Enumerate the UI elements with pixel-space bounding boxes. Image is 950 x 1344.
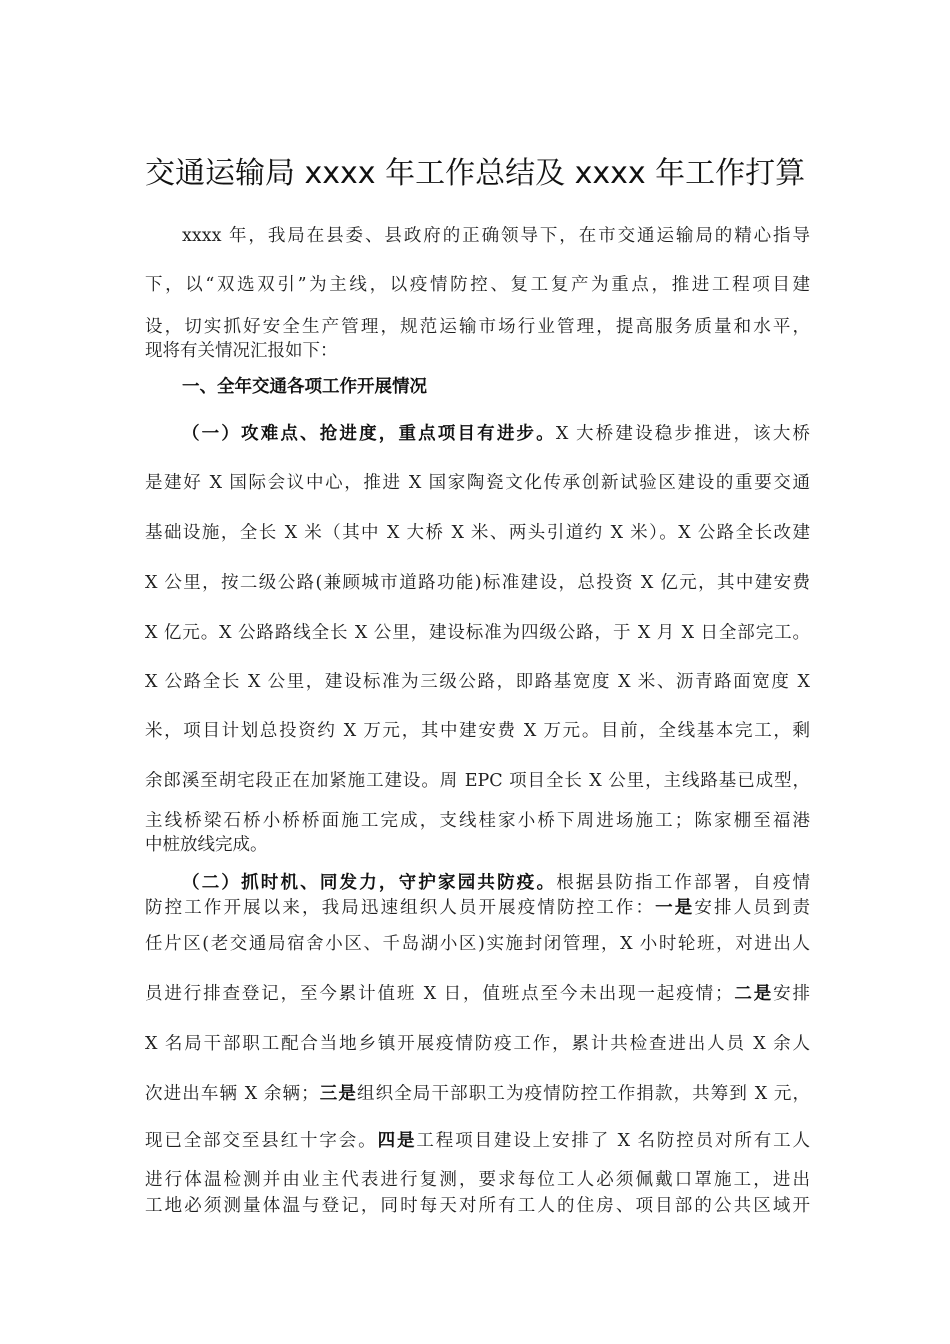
item2-text: 组织全局干部职工为疫情防控工作捐款，共筹到 X 元， bbox=[357, 1084, 810, 1104]
intro-line-3: 设，切实抓好安全生产管理，规范运输市场行业管理，提高服务质量和水平， bbox=[145, 317, 810, 337]
item2-line-7 bbox=[145, 1128, 810, 1154]
item1-line: 是建好 X 国际会议中心，推进 X 国家陶瓷文化传承创新试验区建设的重要交通 bbox=[145, 473, 810, 493]
intro-line-1: xxxx 年，我局在县委、县政府的正确领导下，在市交通运输局的精心指导 bbox=[182, 226, 810, 246]
item2-point-3: 三是 bbox=[318, 1084, 358, 1104]
item2-text: 安排 bbox=[773, 984, 811, 1004]
document-title: 交通运输局 xxxx 年工作总结及 xxxx 年工作打算 bbox=[145, 156, 806, 191]
item2-line-6 bbox=[145, 1081, 810, 1107]
item2-point-1: 一是 bbox=[655, 898, 695, 918]
item1-first-text: X 大桥建设稳步推进，该大桥 bbox=[555, 424, 810, 444]
item1-heading: （一）攻难点、抢进度，重点项目有进步。 bbox=[182, 424, 556, 444]
item1-line: X 亿元。X 公路路线全长 X 公里，建设标准为四级公路，于 X 月 X 日全部完工。 bbox=[145, 623, 810, 643]
item2-point-4: 四是 bbox=[377, 1131, 417, 1151]
item2-text: 次进出车辆 X 余辆； bbox=[145, 1084, 319, 1104]
item2-line-3: 任片区(老交通局宿舍小区、千岛湖小区)实施封闭管理，X 小时轮班，对进出人 bbox=[145, 934, 810, 954]
item2-text: 安排人员到责 bbox=[694, 898, 811, 918]
item1-line: 中桩放线完成。 bbox=[145, 835, 268, 855]
item1-line: 米，项目计划总投资约 X 万元，其中建安费 X 万元。目前，全线基本完工，剩 bbox=[145, 721, 810, 741]
intro-line-4: 现将有关情况汇报如下： bbox=[145, 341, 338, 361]
item2-line-5: X 名局干部职工配合当地乡镇开展疫情防疫工作，累计共检查进出人员 X 余人 bbox=[145, 1034, 810, 1054]
item2-heading: （二）抓时机、同发力，守护家园共防疫。 bbox=[182, 873, 557, 893]
intro-line-2: 下，以“双选双引”为主线，以疫情防控、复工复产为重点，推进工程项目建 bbox=[145, 275, 810, 295]
item2-text: 员进行排查登记，至今累计值班 X 日，值班点至今未出现一起疫情； bbox=[145, 984, 733, 1004]
item2-text: 现已全部交至县红十字会。 bbox=[145, 1131, 378, 1151]
item1-line: 主线桥梁石桥小桥桥面施工完成，支线桂家小桥下周进场施工；陈家棚至福港 bbox=[145, 811, 810, 831]
item2-first-line bbox=[182, 870, 810, 896]
item1-first-line bbox=[182, 421, 810, 447]
item1-line: X 公路全长 X 公里，建设标准为三级公路，即路基宽度 X 米、沥青路面宽度 X bbox=[145, 672, 810, 692]
item2-line-8: 进行体温检测并由业主代表进行复测，要求每位工人必须佩戴口罩施工，进出 bbox=[145, 1170, 810, 1190]
item2-line-2 bbox=[145, 895, 810, 921]
item2-text: 工程项目建设上安排了 X 名防控员对所有工人 bbox=[416, 1131, 811, 1151]
item1-line: 余郎溪至胡宅段正在加紧施工建设。周 EPC 项目全长 X 公里，主线路基已成型， bbox=[145, 771, 810, 791]
item2-first-text: 根据县防指工作部署，自疫情 bbox=[556, 873, 811, 893]
item2-line-9: 工地必须测量体温与登记，同时每天对所有工人的住房、项目部的公共区域开 bbox=[145, 1196, 810, 1216]
item1-line: 基础设施，全长 X 米（其中 X 大桥 X 米、两头引道约 X 米）。X 公路全长改建 bbox=[145, 523, 810, 543]
item2-line-4 bbox=[145, 981, 810, 1007]
item1-line: X 公里，按二级公路(兼顾城市道路功能)标准建设，总投资 X 亿元，其中建安费 bbox=[145, 573, 810, 593]
item2-text: 防控工作开展以来，我局迅速组织人员开展疫情防控工作： bbox=[145, 898, 656, 918]
item2-point-2: 二是 bbox=[732, 984, 774, 1004]
section-heading-1: 一、全年交通各项工作开展情况 bbox=[182, 377, 427, 397]
